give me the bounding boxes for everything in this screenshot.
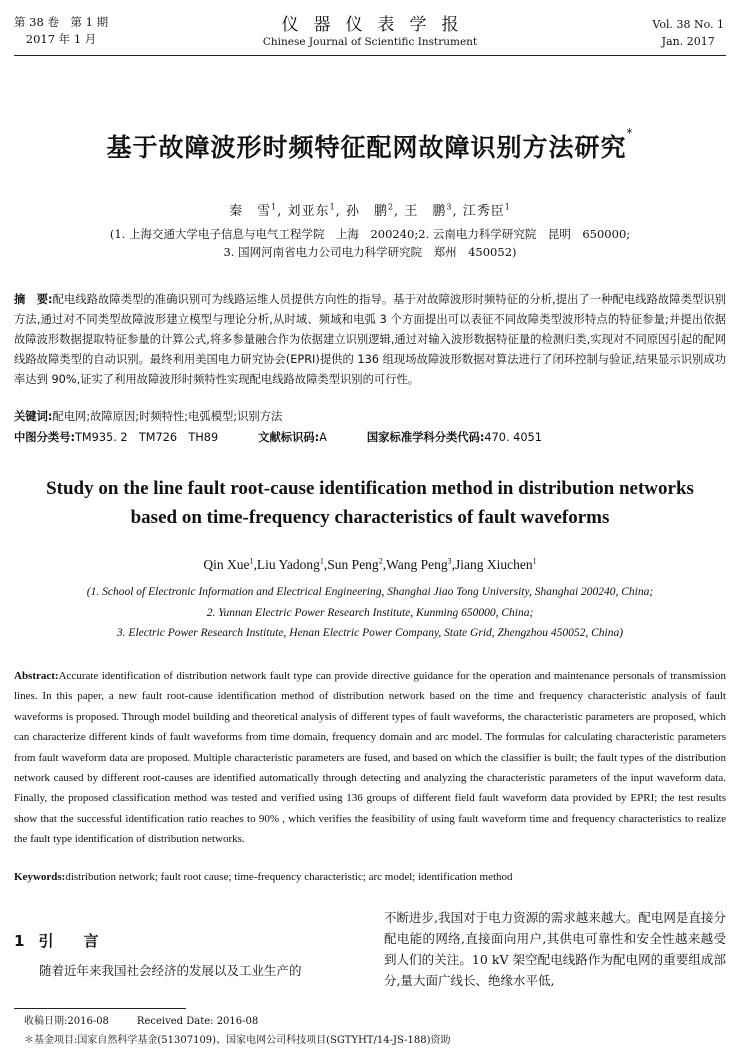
date-en: Jan. 2017 <box>661 35 715 48</box>
abstract-cn <box>14 290 726 390</box>
author-en: Jiang Xiuchen$^1$ <box>454 556 537 572</box>
author-en: Liu Yadong$^1$, <box>256 556 328 572</box>
title-en-line: Study on the line fault root-cause identification method in distribution networks <box>46 478 694 499</box>
header-center <box>0 10 740 48</box>
abstract-en-label: Abstract: <box>14 670 59 682</box>
title-en-line: based on time-frequency characteristics of fault waveforms <box>130 507 610 528</box>
received-date-cn: 收稿日期:2016-08 <box>24 1016 109 1027</box>
section-heading <box>14 930 128 951</box>
body-paragraph-right: 不断进步,我国对于电力资源的需求越来越大。配电网是直接分配电能的网络,直接面向用户,其供电可靠性和安全性越来越受到人们的关注。10 kV 架空配电线路作为配电网的重要组成部分,量大面广线长、绝缘水平低, <box>384 910 726 988</box>
affiliation-en-line: (1. School of Electronic Information and Electrical Engineering, Shanghai Jiao Tong University, Shanghai 200240, China; <box>86 586 654 598</box>
abstract-en <box>14 666 726 850</box>
classification-codes <box>14 429 726 447</box>
journal-name-cn: 仪器仪表学报 <box>281 15 474 35</box>
abstract-cn-label: 摘 要: <box>14 293 53 306</box>
clc-number: 中图分类号:TM935. 2 TM726 TH89 <box>14 431 219 444</box>
authors-cn <box>0 200 740 219</box>
footnote-received <box>24 1014 258 1029</box>
affiliation-en-line: 3. Electric Power Research Institute, Henan Electric Power Company, State Grid, Zhengzhou 450052, China) <box>116 627 624 639</box>
affiliation-cn-line: (1. 上海交通大学电子信息与电气工程学院 上海 200240;2. 云南电力科学研究院 昆明 650000; <box>109 227 631 241</box>
title-en <box>0 474 740 532</box>
author-en: Wang Peng$^3$, <box>386 556 455 572</box>
keywords-cn-text: 配电网;故障原因;时频特性;电弧模型;识别方法 <box>52 410 283 423</box>
author-cn: 江秀臣$^1$ <box>462 202 511 219</box>
title-cn <box>0 128 740 164</box>
title-cn-text: 基于故障波形时频特征配网故障识别方法研究 <box>106 133 627 162</box>
header-rule <box>14 55 726 56</box>
footnote-fund: ＊基金项目:国家自然科学基金(51307109)、国家电网公司科技项目(SGTYHT/14-JS-188)资助 <box>24 1035 451 1046</box>
author-en: Sun Peng$^2$, <box>327 556 387 572</box>
author-cn: 刘亚东$^1$, <box>287 202 341 219</box>
volume-en: Vol. 38 No. 1 <box>652 18 724 31</box>
abstract-en-text: Accurate identification of distribution network fault type can provide directive guidance for the operation and maintenance personals of transmission lines. In this paper, a new fault root-cause identification method of distribution network based on the time and frequency characteristic analysis of fault waveforms is proposed. Through model building and theoretical analysis of different types of fault waveforms, the characteristic parameters are proposed, which can characterize different kinds of fault waveforms from time domain, frequency domain and arc model. The formulas for calculating characteristic parameters from fault waveform data are proposed. Multiple characteristic parameters are fused, and based on which the classifier is built; the fault types of the distribution network caused by different root-causes are identified automatically through detecting and analyzing the characteristic parameters of the input waveform data. Finally, the proposed classification method was tested and verified using 136 groups of different field fault waveform data provided by EPRI; the test results show that the successful identification ratio reaches to 90% , which verifies the feasibility of using fault waveform time and frequency characteristics to realize the fault type identification of distribution networks. <box>14 670 726 846</box>
affiliation-cn-line: 3. 国网河南省电力公司电力科学研究院 郑州 450052) <box>223 245 517 259</box>
national-standard-code: 国家标准学科分类代码:470. 4051 <box>366 431 542 444</box>
affiliations-en <box>0 582 740 644</box>
keywords-en-text: distribution network; fault root cause; time-frequency characteristic; arc model; identification method <box>65 871 513 883</box>
affiliation-en-line: 2. Yunnan Electric Power Research Institute, Kunming 650000, China; <box>206 606 534 619</box>
keywords-cn-label: 关键词: <box>14 410 53 423</box>
volume-cn: 第 38 卷 第 1 期 <box>14 15 109 29</box>
keywords-en <box>14 868 726 886</box>
document-code: 文献标识码:A <box>258 431 327 444</box>
authors-en <box>0 556 740 573</box>
header-right <box>652 16 724 50</box>
footnote-rule <box>14 1008 186 1009</box>
journal-name-en: Chinese Journal of Scientific Instrument <box>262 36 478 48</box>
section-title: 引言 <box>38 932 129 950</box>
author-cn: 孙 鹏$^2$, <box>345 202 400 219</box>
section-number: 1 <box>14 932 25 950</box>
date-cn: 2017 年 1 月 <box>25 32 97 46</box>
keywords-cn <box>14 408 726 426</box>
author-cn: 王 鹏$^3$, <box>404 202 458 219</box>
keywords-en-label: Keywords: <box>14 871 66 883</box>
received-date-en: Received Date: 2016-08 <box>136 1016 259 1027</box>
abstract-cn-text: 配电线路故障类型的准确识别可为线路运维人员提供方向性的指导。基于对故障波形时频特征的分析,提出了一种配电线路故障类型识别方法,通过对不同类型故障波形建立模型与理论分析,从时域、频域和电弧 3 个方面提出可以表征不同故障类型波形特点的特征参量;并提出依据故障波形数据提取特征参量的计算公式,将多参量融合作为依据建立识别逻辑,通过对输入波形数据特征量的检测归类,实现对不同原因引起的配网线路故障类型的自动识别。最终利用美国电力研究协会(EPRI)提供的 136 组现场故障波形数据对算法进行了闭环控制与验证,结果显示识别成功率达到 90%,证实了利用故障波形时频特性实现配电线路故障类型识别的可行性。 <box>14 293 726 386</box>
body-paragraph-left: 随着近年来我国社会经济的发展以及工业生产的 <box>39 963 302 978</box>
title-cn-footnote-mark: * <box>626 126 634 140</box>
affiliations-cn <box>0 225 740 261</box>
author-en: Qin Xue$^1$, <box>203 556 257 572</box>
author-cn: 秦 雪$^1$, <box>229 202 283 219</box>
